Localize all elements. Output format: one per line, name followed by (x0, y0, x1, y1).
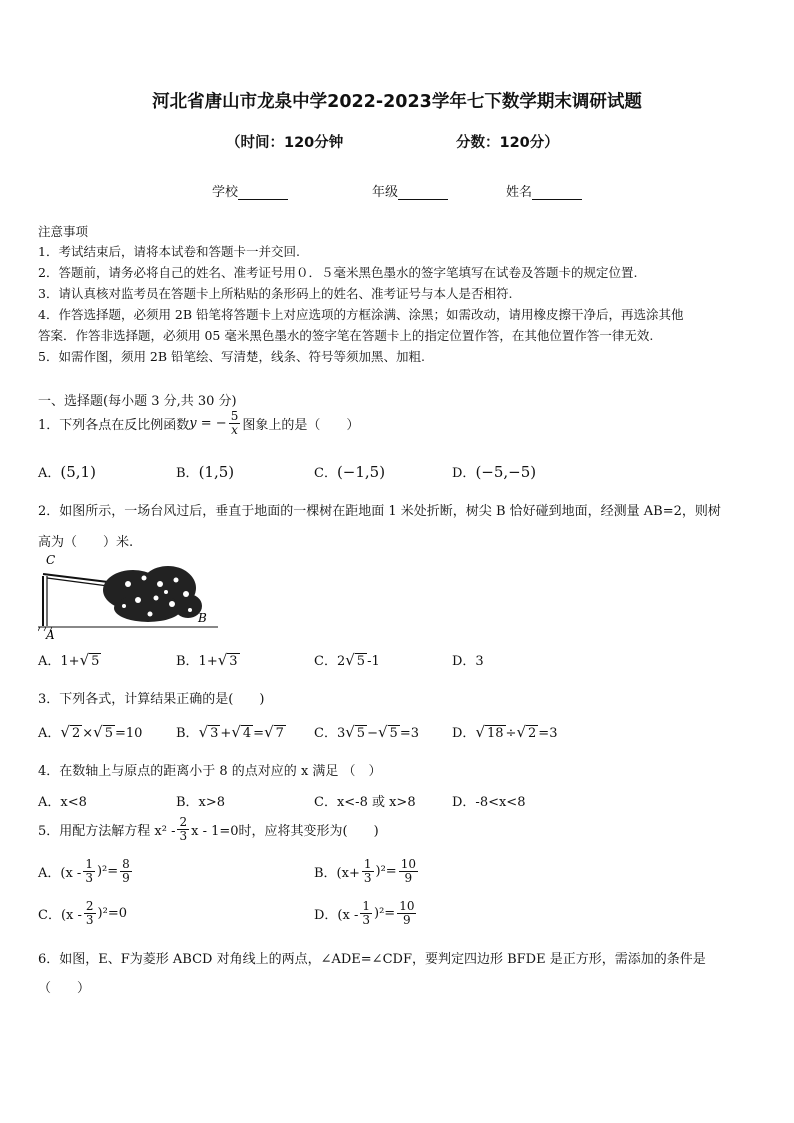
notes-heading: 注意事项 (38, 224, 89, 239)
q5-a-rnum: 8 (122, 857, 130, 871)
q5-b-pre: B．(x+ (314, 865, 360, 881)
q3-d-radicand1: 18 (487, 726, 504, 741)
q3-option-a-label: A． (38, 726, 61, 741)
q5-b-rnum: 10 (400, 857, 416, 871)
q1-option-b-value: (1,5) (198, 463, 235, 481)
q3-c-sqrt2: √ 5 (377, 723, 398, 741)
q3-b-sqrt1: √ 3 (198, 723, 219, 741)
q2-option-c-sqrt: √ 5 (345, 651, 366, 669)
q3-a-sqrt1: √ 2 (60, 723, 81, 741)
q3-b-radicand2: 4 (242, 726, 252, 741)
q3-d-sqrt1: √ 18 (475, 723, 504, 741)
q1-option-a-label: A． (38, 466, 61, 481)
q3-c-result: =3 (399, 726, 419, 741)
q3-d-result: =3 (538, 726, 558, 741)
q2-option-a (38, 650, 101, 669)
question-2: 2．如图所示，一场台风过后，垂直于地面的一棵树在距地面 1 米处折断，树尖 B 恰好碰到地面，经测量 AB=2，则树 (38, 504, 721, 519)
q1-option-d-value: (−5,−5) (475, 463, 537, 481)
q1-fraction (229, 410, 241, 436)
q5-text: 5．用配方法解方程 x² - (38, 823, 176, 839)
q3-a-op: × (82, 726, 94, 741)
q5-frac-num: 2 (179, 815, 188, 829)
q3-c-sqrt1: √ 5 (345, 723, 366, 741)
q1-option-a (38, 462, 96, 481)
q4-option-c: C．x<-8 或 x>8 (314, 795, 416, 810)
q5-a-den: 3 (85, 870, 93, 885)
note-item: 答案．作答非选择题，必须用 05 毫米黑色墨水的签字笔在答题卡上的指定位置作答，在其他位置作答一律无效. (38, 328, 654, 343)
q1-option-d-label: D． (452, 466, 476, 481)
question-6: 6．如图，E、F为菱形 ABCD 对角线上的两点，∠ADE=∠CDF，要判定四边形 BFDE 是正方形，需添加的条件是 (38, 952, 706, 967)
note-item: 4．作答选择题，必须用 2B 铅笔将答题卡上对应选项的方框涂满、涂黑；如需改动，请用橡皮擦干净后，再选涂其他 (38, 307, 684, 322)
q5-a-rden: 9 (122, 870, 130, 885)
school-field (212, 181, 288, 200)
q2-option-b-sqrt: √ 3 (217, 651, 238, 669)
q5-a-num: 1 (85, 857, 93, 871)
q3-c-radicand2: 5 (389, 726, 398, 741)
q2-option-b (176, 650, 240, 669)
q3-b-radicand1: 3 (210, 726, 219, 741)
q2-option-b-radicand: 3 (229, 654, 238, 669)
q1-option-b-label: B． (176, 466, 199, 481)
q3-a-sqrt2: √ 5 (93, 723, 113, 741)
q5-a-rfrac (120, 858, 132, 884)
question-2-line2: 高为（ ）米. (38, 535, 134, 550)
q5-c-frac (84, 900, 96, 926)
note-item: 2．答题前，请务必将自己的姓名、准考证号用０．５毫米黑色墨水的签字笔填写在试卷及答题卡的规定位置. (38, 265, 638, 280)
q1-frac-num: 5 (230, 409, 239, 423)
q3-option-b (176, 722, 286, 741)
q4-option-b: B．x>8 (176, 795, 226, 810)
q5-c-pre: C．(x - (38, 907, 82, 923)
q5-c-mid: )²=0 (97, 905, 127, 921)
q5-option-a (38, 858, 134, 884)
q3-option-d (452, 722, 557, 741)
q1-fn-lhs: y = − (189, 415, 227, 431)
q3-b-sqrt3: √ 7 (264, 723, 284, 741)
q5-b-rfrac (399, 858, 418, 884)
q5-option-c (38, 900, 127, 926)
q3-option-a (38, 722, 142, 741)
question-1 (38, 410, 359, 436)
q5-d-den: 3 (362, 912, 370, 927)
q1-option-d (452, 462, 536, 481)
q3-d-op: ÷ (505, 726, 517, 741)
note-item: 1．考试结束后，请将本试卷和答题卡一并交回. (38, 244, 300, 259)
q2-option-b-label: B．1+ (176, 654, 218, 669)
school-blank (238, 187, 288, 200)
q2-option-a-sqrt: √ 5 (79, 651, 100, 669)
q5-b-den: 3 (363, 870, 372, 885)
grade-label: 年级 (372, 185, 399, 200)
q5-c-den: 3 (85, 912, 94, 927)
page-title: 河北省唐山市龙泉中学2022-2023学年七下数学期末调研试题 (152, 92, 642, 112)
q2-option-c-label: C．2 (314, 654, 346, 669)
q2-option-c (314, 650, 380, 669)
fig-label-b: B (198, 611, 207, 625)
q5-d-rfrac (397, 900, 416, 926)
question-3: 3．下列各式，计算结果正确的是( ) (38, 692, 265, 707)
q5-text-post: x - 1=0时，应将其变形为( ) (191, 823, 379, 839)
q3-d-radicand2: 2 (528, 726, 537, 741)
q2-option-c-suffix: -1 (367, 654, 380, 669)
q4-option-a: A．x<8 (38, 795, 87, 810)
q1-option-a-value: (5,1) (60, 463, 96, 481)
q3-b-radicand3: 7 (275, 726, 284, 741)
q3-c-op: − (367, 726, 378, 741)
q1-text-post: 图象上的是（ ） (242, 417, 360, 433)
q2-option-a-label: A．1+ (38, 654, 80, 669)
q5-b-frac (362, 858, 374, 884)
q3-b-op: + (220, 726, 232, 741)
question-6-line2: （ ） (38, 981, 91, 996)
q5-a-mid: )²= (96, 863, 119, 879)
name-field (506, 181, 582, 200)
question-4: 4．在数轴上与原点的距离小于 8 的点对应的 x 满足 （ ） (38, 764, 382, 779)
q5-d-mid: )²= (374, 905, 396, 921)
q4-option-d: D．-8<x<8 (452, 795, 526, 810)
q5-option-b (314, 858, 420, 884)
q1-option-c-label: C． (314, 466, 337, 481)
name-label: 姓名 (506, 185, 533, 200)
exam-time: （时间：120分钟 (226, 135, 344, 151)
q5-d-rden: 9 (403, 912, 411, 927)
q1-option-b (176, 462, 234, 481)
q2-option-c-radicand: 5 (356, 654, 366, 669)
q3-option-c (314, 722, 419, 741)
q2-option-d: D．3 (452, 654, 484, 669)
exam-score: 分数：120分） (456, 135, 559, 151)
q3-a-radicand2: 5 (104, 726, 113, 741)
q5-d-pre: D．(x - (314, 907, 359, 923)
q3-option-b-label: B． (176, 726, 199, 741)
q3-a-radicand1: 2 (71, 726, 81, 741)
question-5 (38, 816, 379, 842)
q5-b-mid: )²= (375, 863, 397, 879)
q5-c-num: 2 (85, 899, 94, 913)
q3-d-sqrt2: √ 2 (516, 723, 537, 741)
q5-b-num: 1 (363, 857, 372, 871)
section-heading: 一、选择题(每小题 3 分,共 30 分) (38, 394, 237, 409)
fig-label-c: C (46, 553, 56, 567)
grade-blank (398, 187, 448, 200)
q5-d-rnum: 10 (399, 899, 415, 913)
q3-option-c-label: C． (314, 726, 337, 741)
q3-c-coef: 3 (336, 726, 346, 741)
q3-b-eq: = (253, 726, 265, 741)
q5-option-d (314, 900, 418, 926)
school-label: 学校 (212, 185, 239, 200)
q3-a-result: =10 (114, 726, 143, 741)
grade-field (372, 181, 448, 200)
q5-d-num: 1 (362, 899, 370, 913)
note-item: 5．如需作图，须用 2B 铅笔绘、写清楚，线条、符号等须加黑、加粗. (38, 349, 426, 364)
q3-c-radicand1: 5 (356, 726, 366, 741)
q5-fraction (177, 816, 189, 842)
q1-option-c-value: (−1,5) (336, 463, 386, 481)
note-item: 3．请认真核对监考员在答题卡上所粘贴的条形码上的姓名、准考证号与本人是否相符. (38, 286, 513, 301)
q1-option-c (314, 462, 385, 481)
q5-b-rden: 9 (404, 870, 413, 885)
q2-option-a-radicand: 5 (91, 654, 100, 669)
fig-label-a: A (46, 628, 55, 640)
q5-frac-den: 3 (179, 828, 188, 843)
broken-tree-figure (38, 550, 218, 640)
name-blank (532, 187, 582, 200)
q5-d-frac (360, 900, 372, 926)
q5-a-pre: A．(x - (38, 865, 82, 881)
q3-b-sqrt2: √ 4 (231, 723, 252, 741)
q5-a-frac (83, 858, 95, 884)
q1-frac-den: x (231, 422, 238, 437)
q3-option-d-label: D． (452, 726, 476, 741)
q1-text: 1．下列各点在反比例函数 (38, 417, 190, 433)
